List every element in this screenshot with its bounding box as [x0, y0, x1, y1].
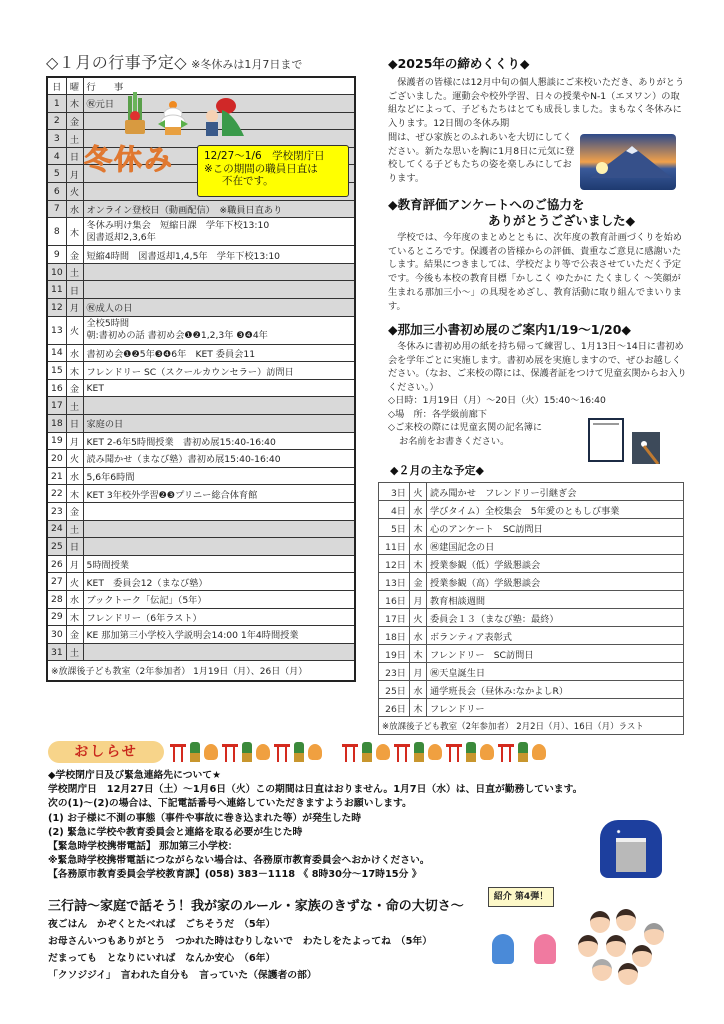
table-row: [47, 573, 355, 591]
event-cell: [83, 538, 355, 556]
calligraphy-text: 冬休みに書初め用の紙を持ち帰って練習し、1月13日～14日に書初め会を学年ごとに実施します。書初め展を実施しますので、ぜひお越しください。（なお、ご来校の際には、保護者証をつけて児童玄関からお入りください。）: [388, 341, 687, 394]
event-text: 5時間授業: [86, 560, 130, 572]
weekday-cell: 水: [410, 537, 427, 555]
poem-line: お母さんいつもありがとう つかれた時はむりしないで わたしをたよってね （5年）: [48, 936, 432, 947]
person-face-icon: [578, 935, 598, 957]
table-row: [379, 591, 684, 609]
day-cell: 30: [47, 626, 66, 644]
dog-zodiac-icon: [532, 744, 546, 760]
weekday-cell: 木: [410, 645, 427, 663]
weekday-cell: 日: [66, 415, 83, 433]
table-row: [379, 537, 684, 555]
event-cell: 教育相談週間: [427, 591, 684, 609]
table-row: [47, 450, 355, 468]
weekday-cell: 木: [410, 555, 427, 573]
torii-gate-icon: [394, 742, 410, 762]
kadomatsu-icon: [362, 742, 372, 762]
torii-gate-icon: [222, 742, 238, 762]
day-cell: 17日: [379, 609, 410, 627]
weekday-cell: 日: [66, 147, 83, 165]
january-title-text: ◇１月の行事予定◇: [46, 53, 188, 72]
event-text: 5,6年6時間: [86, 472, 135, 484]
event-cell: [83, 362, 355, 380]
event-cell: [83, 246, 355, 264]
inkstone-brush-icon: [632, 432, 660, 464]
person-face-icon: [592, 959, 612, 981]
weekday-cell: 金: [66, 246, 83, 264]
table-row: [47, 643, 355, 661]
weekday-cell: 土: [66, 397, 83, 415]
event-cell: 授業参観（低）学級懇談会: [427, 555, 684, 573]
day-cell: 26: [47, 555, 66, 573]
weekday-cell: 日: [66, 281, 83, 299]
day-cell: 25日: [379, 681, 410, 699]
day-cell: 29: [47, 608, 66, 626]
event-text: 読み聞かせ（まなび塾）書初め展15:40-16:40: [86, 454, 281, 466]
person-face-icon: [644, 923, 664, 945]
event-cell: [83, 200, 355, 218]
day-cell: 10: [47, 263, 66, 281]
day-cell: 13日: [379, 573, 410, 591]
event-cell: フレンドリー: [427, 699, 684, 717]
dog-zodiac-icon: [480, 744, 494, 760]
year-end-text-1: 保護者の皆様には12月中旬の個人懇談にご来校いただき、ありがとうございました。運動会や校外学習、日々の授業やN-1（エヌワン）の取組などによって、子どもたちはとても成長しました。まもなく冬休みに入ります。12日間の冬休み期: [388, 77, 685, 130]
day-cell: 19: [47, 432, 66, 450]
weekday-cell: 水: [410, 681, 427, 699]
event-cell: [83, 218, 355, 246]
event-cell: ㊗建国記念の日: [427, 537, 684, 555]
dog-zodiac-icon: [428, 744, 442, 760]
event-cell: [83, 608, 355, 626]
poem-line: 「クソジジイ」 言われた自分も 言っていた（保護者の部）: [48, 970, 317, 981]
day-cell: 15: [47, 362, 66, 380]
weekday-cell: 木: [66, 95, 83, 113]
day-cell: 28: [47, 590, 66, 608]
calligraphy-paragraph: [388, 340, 688, 395]
table-row: [47, 555, 355, 573]
table-row: [379, 609, 684, 627]
event-text: フレンドリー SC（スクールカウンセラー）訪問日: [86, 366, 294, 378]
event-cell: [83, 344, 355, 362]
emergency-contact-notice: [48, 769, 688, 883]
event-cell: [83, 316, 355, 344]
event-text: KET 2-6年5時間授業 書初め展15:40-16:40: [86, 436, 276, 448]
day-cell: 26日: [379, 699, 410, 717]
survey-heading: [388, 197, 635, 229]
day-cell: 20: [47, 450, 66, 468]
person-face-icon: [590, 911, 610, 933]
event-cell: 心のアンケート SC訪問日: [427, 519, 684, 537]
person-face-icon: [616, 909, 636, 931]
event-text: オンライン登校日（動画配信） ※職員日直あり: [86, 204, 283, 216]
event-cell: 読み聞かせ フレンドリー引継ぎ会: [427, 483, 684, 501]
event-cell: [83, 299, 355, 317]
table-row: [47, 467, 355, 485]
survey-heading-line1: ◆教育評価アンケートへのご協力を: [388, 197, 585, 212]
day-cell: 9: [47, 246, 66, 264]
closed-box-line2: ※この期間の職員日直は: [204, 162, 318, 175]
oshirase-badge: おしらせ: [48, 741, 164, 763]
notice-line: 【緊急時学校携帯電話】 那加第三小学校：: [48, 841, 238, 853]
person-face-icon: [606, 935, 626, 957]
after-school-class-note: ※放課後子ども教室（2年参加者） 1月19日（月）、26日（月）: [47, 661, 355, 681]
day-cell: 22: [47, 485, 66, 503]
kagami-mochi-illustration: [156, 100, 190, 136]
calligraphy-paper-icon: [588, 418, 624, 462]
person-face-icon: [618, 963, 638, 985]
weekday-cell: 土: [66, 520, 83, 538]
day-cell: 13: [47, 316, 66, 344]
calligraphy-visit-note: ◇ご来校の際には児童玄関の記名簿に: [388, 422, 543, 434]
kadomatsu-icon: [242, 742, 252, 762]
event-text: KE 那加第三小学校入学説明会14:00 1年4時間授業: [86, 630, 299, 642]
snowy-shrine-illustration: [600, 820, 662, 878]
after-school-class-note: ※放課後子ども教室（2年参加者） 2月2日（月）、16日（月）ラスト: [379, 717, 684, 735]
table-row: [47, 362, 355, 380]
calligraphy-details: [388, 394, 618, 449]
weekday-cell: 火: [66, 450, 83, 468]
table-row: [379, 483, 684, 501]
day-cell: 8: [47, 218, 66, 246]
day-cell: 18: [47, 415, 66, 433]
event-text: KET 委員会12（まなび塾）: [86, 577, 208, 589]
weekday-cell: 日: [66, 538, 83, 556]
table-row: [47, 299, 355, 317]
table-row: [47, 608, 355, 626]
weekday-cell: 水: [66, 590, 83, 608]
weekday-cell: 月: [66, 432, 83, 450]
shishimai-lion-dance-illustration: [200, 96, 248, 140]
torii-gate-icon: [274, 742, 290, 762]
day-cell: 25: [47, 538, 66, 556]
event-cell: [83, 281, 355, 299]
day-cell: 12: [47, 299, 66, 317]
survey-paragraph: [388, 231, 688, 313]
table-row: [47, 520, 355, 538]
day-cell: 16日: [379, 591, 410, 609]
event-text-2: 図書返却2,3,6年: [86, 231, 156, 243]
table-footer-row: [47, 661, 355, 681]
table-row: [47, 502, 355, 520]
february-heading: ◆２月の主な予定◆: [390, 464, 484, 477]
year-end-paragraph-2: 間は、ぜひ家族とのふれあいを大切にしてください。新たな思いを胸に1月8日に元気に登校してくる子どもたちの姿を楽しみにしております。: [388, 132, 575, 185]
event-cell: ㊗天皇誕生日: [427, 663, 684, 681]
winter-break-note: ※冬休みは1月7日まで: [191, 58, 303, 71]
day-cell: 27: [47, 573, 66, 591]
table-row: [47, 432, 355, 450]
event-cell: [83, 467, 355, 485]
table-footer-row: [379, 717, 684, 735]
calligraphy-datetime: ◇日時：1月19日（月）～20日（火）15:40～16:40: [388, 395, 606, 406]
dog-zodiac-icon: [308, 744, 322, 760]
weekday-cell: 水: [66, 200, 83, 218]
day-cell: 14: [47, 344, 66, 362]
calligraphy-exhibit-heading: ◆那加三小書初め展のご案内1/19～1/20◆: [388, 322, 632, 337]
weekday-cell: 木: [66, 485, 83, 503]
event-cell: [83, 626, 355, 644]
calligraphy-visit-note-2: お名前をお書きください。: [399, 436, 510, 448]
table-row: [379, 699, 684, 717]
survey-heading-line2: ありがとうございました◆: [488, 213, 636, 228]
day-cell: 5: [47, 165, 66, 183]
event-cell: [83, 432, 355, 450]
day-cell: 18日: [379, 627, 410, 645]
event-cell: [83, 520, 355, 538]
event-cell: [83, 263, 355, 281]
event-cell: [83, 415, 355, 433]
table-row: [47, 316, 355, 344]
day-cell: 4: [47, 147, 66, 165]
weekday-cell: 月: [66, 165, 83, 183]
event-text: ブックトーク「伝記」（5年）: [86, 595, 207, 607]
table-row: [379, 501, 684, 519]
poem-line: 夜ごはん かぞくとたべれば ごちそうだ （5年）: [48, 919, 276, 930]
weekday-cell: 水: [66, 344, 83, 362]
event-cell: フレンドリー SC訪問日: [427, 645, 684, 663]
day-cell: 2: [47, 112, 66, 130]
day-cell: 23日: [379, 663, 410, 681]
weekday-cell: 木: [410, 699, 427, 717]
weekday-cell: 水: [410, 627, 427, 645]
february-schedule-table: [378, 482, 684, 735]
weekday-cell: 土: [66, 130, 83, 148]
event-text: フレンドリー（6年ラスト）: [86, 612, 202, 624]
day-cell: 7: [47, 200, 66, 218]
dog-zodiac-icon: [376, 744, 390, 760]
table-row: [379, 573, 684, 591]
event-text: KET: [86, 382, 104, 394]
notice-line: 次の(1)～(2)の場合は、下記電話番号へ連絡していただきますようお願いします。: [48, 798, 412, 810]
weekday-cell: 水: [66, 467, 83, 485]
event-text-2: 朝:書初めの話 書初め会❶❷1,2,3年 ❸❹4年: [86, 330, 268, 342]
event-text: 書初め会❶❷5年❸❹6年 KET 委員会11: [86, 348, 256, 360]
event-cell: [83, 555, 355, 573]
weekday-cell: 火: [66, 183, 83, 201]
header-event: 行 事: [83, 77, 355, 95]
person-face-icon: [632, 945, 652, 967]
closed-box-line3: 不在です。: [222, 175, 274, 187]
closed-box-line1: 12/27～1/6 学校閉庁日: [204, 150, 325, 162]
kadomatsu-icon: [466, 742, 476, 762]
poem-line: だまっても となりにいれば なんか安心 （6年）: [48, 953, 276, 964]
event-cell: [83, 502, 355, 520]
table-row: [47, 379, 355, 397]
table-header-row: [47, 77, 355, 95]
event-cell: [83, 590, 355, 608]
january-schedule-title: [46, 50, 302, 73]
calligraphy-place: ◇場 所：各学級前廊下: [388, 408, 487, 420]
header-weekday: 曜: [66, 77, 83, 95]
header-day: 日: [47, 77, 66, 95]
notice-line: (1) お子様に不測の事態（事件や事故に巻き込まれた等）が発生した時: [48, 812, 362, 824]
mt-fuji-sunrise-illustration: [580, 134, 676, 190]
day-cell: 1: [47, 95, 66, 113]
introduction-callout: 紹介 第4弾！: [488, 887, 554, 907]
table-row: [47, 246, 355, 264]
torii-gate-icon: [498, 742, 514, 762]
weekday-cell: 金: [66, 112, 83, 130]
table-row: [379, 519, 684, 537]
day-cell: 24: [47, 520, 66, 538]
event-text: 全校5時間: [86, 318, 130, 330]
event-cell: [83, 643, 355, 661]
new-year-decoration-strip: [170, 740, 680, 764]
event-text: KET 3年校外学習❷❸プリニー総合体育館: [86, 489, 258, 501]
weekday-cell: 土: [66, 263, 83, 281]
table-row: [379, 681, 684, 699]
event-cell: 通学班長会（昼休み:なかよしR）: [427, 681, 684, 699]
notice-line: (2) 緊急に学校や教育委員会と連絡を取る必要が生じた時: [48, 826, 303, 838]
event-cell: [83, 485, 355, 503]
weekday-cell: 金: [66, 626, 83, 644]
weekday-cell: 土: [66, 643, 83, 661]
weekday-cell: 月: [66, 299, 83, 317]
weekday-cell: 火: [66, 573, 83, 591]
torii-gate-icon: [342, 742, 358, 762]
table-row: [379, 663, 684, 681]
kadomatsu-icon: [294, 742, 304, 762]
event-cell: 委員会１３（まなび塾：最終）: [427, 609, 684, 627]
weekday-cell: 火: [410, 483, 427, 501]
notice-line: 学校閉庁日 12月27日（土）～1月6日（火）この期間は日直はおりません。1月7日（水）は、日直が勤務しています。: [48, 784, 583, 796]
day-cell: 16: [47, 379, 66, 397]
weekday-cell: 火: [410, 609, 427, 627]
weekday-cell: 木: [66, 218, 83, 246]
year-end-heading: ◆2025年の締めくくり◆: [388, 56, 530, 71]
event-cell: [83, 450, 355, 468]
table-row: [379, 645, 684, 663]
table-row: [47, 263, 355, 281]
girl-figure-icon: [534, 934, 556, 964]
event-cell: [83, 397, 355, 415]
table-row: [379, 555, 684, 573]
three-line-poem-title: 三行詩～家庭で話そう！我が家のルール・家族のきずな・命の大切さ～: [48, 899, 464, 914]
poem-list: [48, 916, 432, 984]
event-text: 冬休み明け集会 短縮日課 学年下校13:10: [86, 219, 270, 231]
event-text: ㊗元日: [86, 99, 115, 111]
weekday-cell: 金: [410, 573, 427, 591]
day-cell: 23: [47, 502, 66, 520]
table-row: [47, 218, 355, 246]
day-cell: 11日: [379, 537, 410, 555]
children-heart-illustration: [488, 930, 564, 966]
weekday-cell: 月: [410, 591, 427, 609]
survey-text: 学校では、今年度のまとめとともに、次年度の教育計画づくりを始めているところです。保護者の皆様からの評価、貴重なご意見に感謝いたします。結果につきましては、学校だより等で公表させていただく予定です。今後も本校の教育目標「かしこく ゆたかに たくましく ～笑顔が生まれる那加三小～」の具現をめざし、教育活動に取り組んでまいります。: [388, 232, 682, 312]
table-row: [47, 538, 355, 556]
table-row: [47, 485, 355, 503]
weekday-cell: 金: [66, 379, 83, 397]
year-end-paragraph-1: [388, 76, 686, 131]
event-cell: ボランティア表彰式: [427, 627, 684, 645]
table-row: [47, 590, 355, 608]
torii-gate-icon: [170, 742, 186, 762]
dog-zodiac-icon: [204, 744, 218, 760]
weekday-cell: 月: [66, 555, 83, 573]
day-cell: 3日: [379, 483, 410, 501]
school-closed-notice-box: [197, 145, 349, 197]
happy-crowd-illustration: [572, 905, 676, 987]
table-row: [47, 200, 355, 218]
day-cell: 6: [47, 183, 66, 201]
event-text: 家庭の日: [86, 419, 124, 431]
event-cell: [83, 379, 355, 397]
dog-zodiac-icon: [256, 744, 270, 760]
day-cell: 21: [47, 467, 66, 485]
day-cell: 17: [47, 397, 66, 415]
day-cell: 19日: [379, 645, 410, 663]
table-row: [47, 397, 355, 415]
weekday-cell: 火: [66, 316, 83, 344]
day-cell: 31: [47, 643, 66, 661]
kadomatsu-icon: [414, 742, 424, 762]
day-cell: 5日: [379, 519, 410, 537]
table-row: [379, 627, 684, 645]
event-cell: [83, 573, 355, 591]
event-cell: 学びタイム）全校集会 5年愛のともしび事業: [427, 501, 684, 519]
weekday-cell: 木: [66, 362, 83, 380]
day-cell: 4日: [379, 501, 410, 519]
weekday-cell: 水: [410, 501, 427, 519]
kadomatsu-illustration: [120, 90, 150, 136]
kadomatsu-icon: [518, 742, 528, 762]
kadomatsu-icon: [190, 742, 200, 762]
weekday-cell: 木: [66, 608, 83, 626]
table-row: [47, 344, 355, 362]
day-cell: 3: [47, 130, 66, 148]
notice-heading: ◆学校閉庁日及び緊急連絡先について★: [48, 770, 221, 781]
weekday-cell: 月: [410, 663, 427, 681]
day-cell: 11: [47, 281, 66, 299]
boy-figure-icon: [492, 934, 514, 964]
event-text: ㊗成人の日: [86, 303, 133, 315]
event-cell: 授業参観（高）学級懇談会: [427, 573, 684, 591]
table-row: [47, 415, 355, 433]
notice-line: 【各務原市教育委員会学校教育課】(058) 383－1118 《 8時30分～17時15分 》: [48, 869, 422, 881]
weekday-cell: 金: [66, 502, 83, 520]
weekday-cell: 木: [410, 519, 427, 537]
torii-gate-icon: [446, 742, 462, 762]
table-row: [47, 626, 355, 644]
notice-line: ※緊急時学校携帯電話につながらない場合は、各務原市教育委員会へおかけください。: [48, 855, 430, 867]
table-row: [47, 281, 355, 299]
winter-break-label: 冬休み: [84, 143, 175, 176]
day-cell: 12日: [379, 555, 410, 573]
event-text: 短縮4時間 図書返却1,4,5年 学年下校13:10: [86, 250, 281, 262]
